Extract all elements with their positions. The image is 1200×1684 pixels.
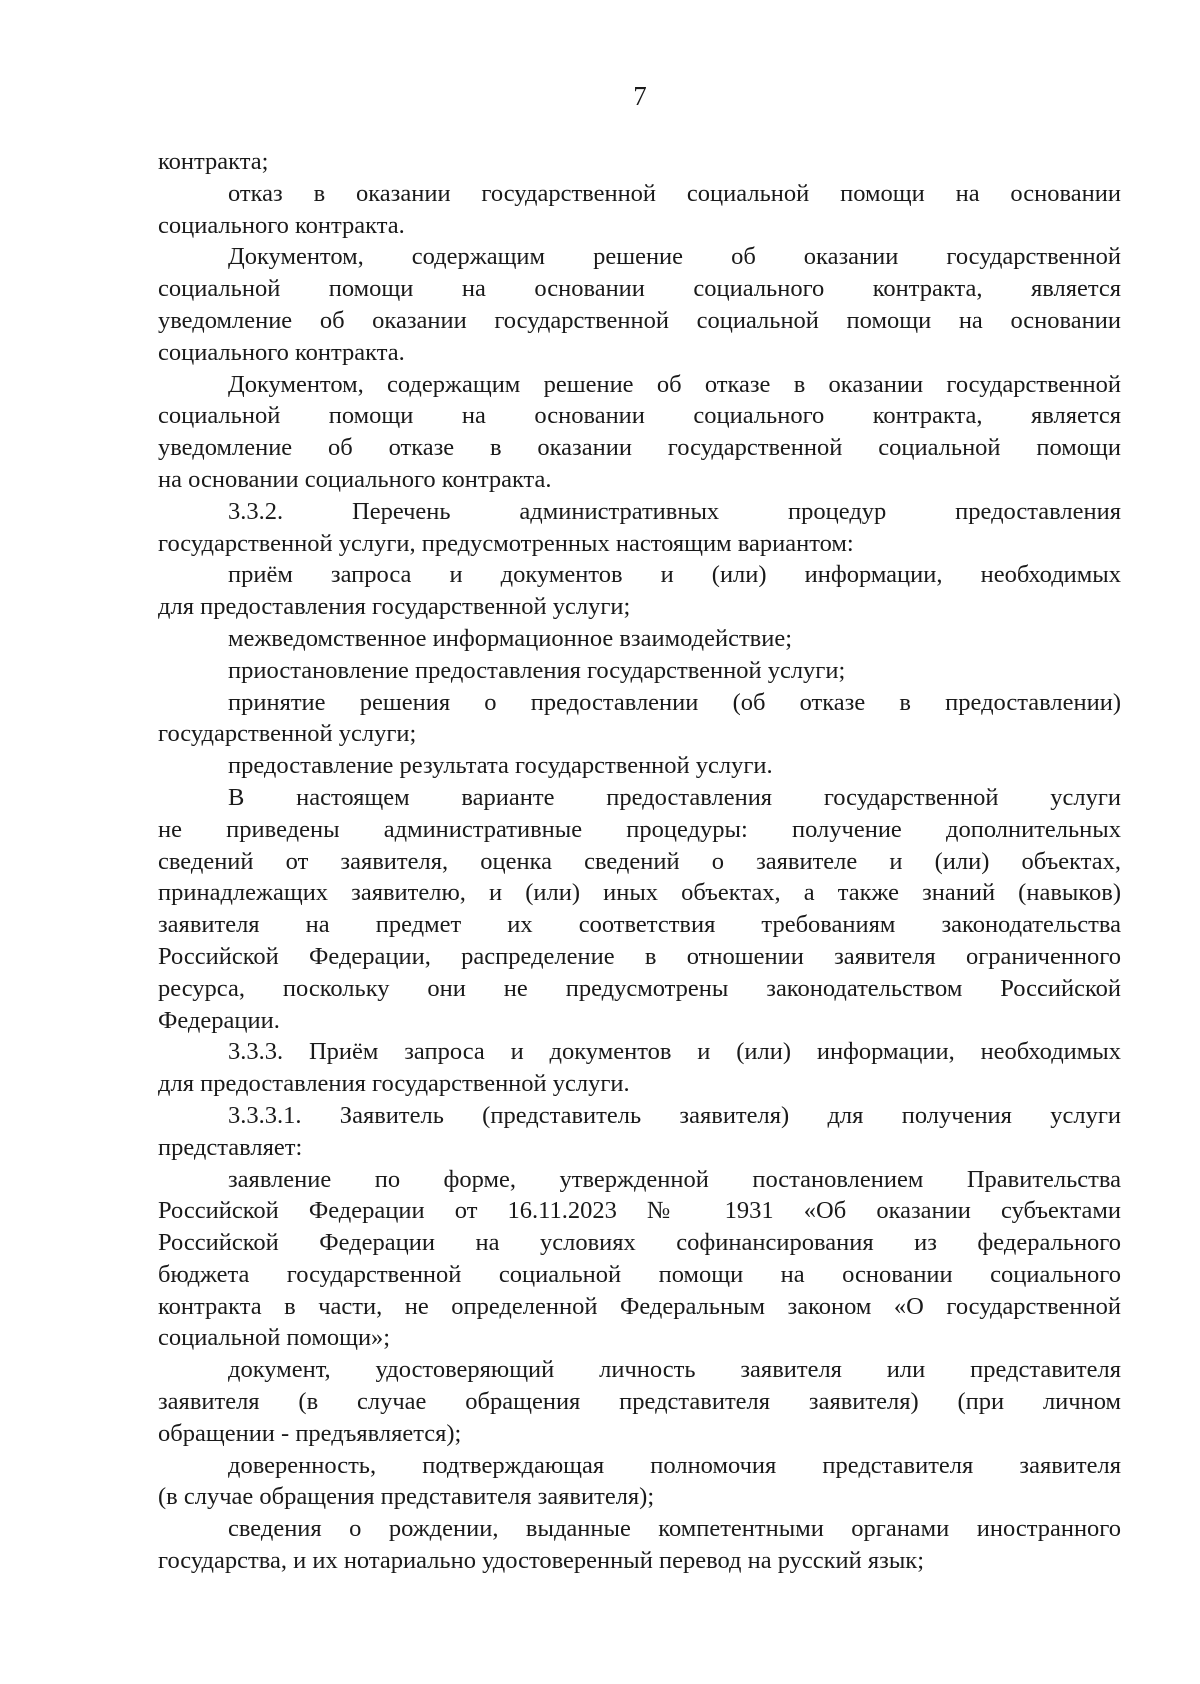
text-line: заявителя на предмет их соответствия требованиям законодательства	[158, 911, 1121, 939]
text-line: принятие решения о предоставлении (об отказе в предоставлении)	[228, 688, 1121, 716]
text-line: заявителя (в случае обращения представителя заявителя) (при личном	[158, 1388, 1121, 1416]
document-body	[158, 146, 1121, 1577]
text-line: Документом, содержащим решение об оказании государственной	[228, 243, 1121, 271]
text-line: государственной услуги;	[158, 720, 417, 748]
text-line: приостановление предоставления государственной услуги;	[228, 656, 846, 684]
text-line: документ, удостоверяющий личность заявителя или представителя	[228, 1356, 1121, 1384]
text-line: для предоставления государственной услуги;	[158, 593, 631, 621]
text-line: контракта в части, не определенной Федеральным законом «О государственной	[158, 1292, 1121, 1320]
text-line: бюджета государственной социальной помощи на основании социального	[158, 1260, 1121, 1288]
text-line: приём запроса и документов и (или) информации, необходимых	[228, 561, 1121, 589]
text-line: межведомственное информационное взаимодействие;	[228, 624, 793, 652]
text-line: социальной помощи на основании социального контракта, является	[158, 402, 1121, 430]
text-line: 3.3.3.1. Заявитель (представитель заявителя) для получения услуги	[228, 1101, 1121, 1129]
page-number: 7	[633, 81, 647, 111]
text-line: контракта;	[158, 148, 269, 175]
text-line: на основании социального контракта.	[158, 465, 552, 493]
text-line: предоставление результата государственной услуги.	[228, 752, 773, 780]
text-line: заявление по форме, утвержденной постановлением Правительства	[228, 1165, 1121, 1193]
text-line: Российской Федерации от 16.11.2023 № 1931 «Об оказании субъектами	[158, 1197, 1121, 1225]
text-line: для предоставления государственной услуги.	[158, 1070, 630, 1098]
text-line: отказ в оказании государственной социальной помощи на основании	[228, 179, 1121, 207]
text-line: Российской Федерации, распределение в отношении заявителя ограниченного	[158, 942, 1121, 970]
text-line: представляет:	[158, 1133, 303, 1161]
text-line: уведомление об оказании государственной социальной помощи на основании	[158, 306, 1121, 334]
text-line: сведения о рождении, выданные компетентными органами иностранного	[228, 1515, 1121, 1543]
text-line: Федерации.	[158, 1006, 280, 1034]
text-line: доверенность, подтверждающая полномочия представителя заявителя	[228, 1451, 1121, 1479]
text-line: социальной помощи»;	[158, 1324, 391, 1352]
text-line: Российской Федерации на условиях софинансирования из федерального	[158, 1229, 1121, 1257]
text-line: социального контракта.	[158, 338, 405, 366]
text-line: государства, и их нотариально удостоверенный перевод на русский язык;	[158, 1547, 925, 1575]
text-line: социального контракта.	[158, 211, 405, 239]
text-line: 3.3.3. Приём запроса и документов и (или) информации, необходимых	[228, 1038, 1121, 1066]
text-line: государственной услуги, предусмотренных настоящим вариантом:	[158, 529, 854, 557]
text-line: ресурса, поскольку они не предусмотрены законодательством Российской	[158, 974, 1121, 1002]
text-line: социальной помощи на основании социального контракта, является	[158, 275, 1121, 303]
text-line: принадлежащих заявителю, и (или) иных объектах, а также знаний (навыков)	[158, 879, 1121, 907]
text-line: сведений от заявителя, оценка сведений о заявителе и (или) объектах,	[158, 847, 1121, 875]
text-line: уведомление об отказе в оказании государственной социальной помощи	[158, 434, 1121, 462]
text-line: В настоящем варианте предоставления государственной услуги	[228, 783, 1121, 811]
text-line: Документом, содержащим решение об отказе в оказании государственной	[228, 370, 1121, 398]
text-line: (в случае обращения представителя заявителя);	[158, 1483, 655, 1511]
text-line: 3.3.2. Перечень административных процедур предоставления	[228, 497, 1121, 525]
text-line: обращении - предъявляется);	[158, 1419, 462, 1447]
text-line: не приведены административные процедуры: получение дополнительных	[158, 815, 1121, 843]
